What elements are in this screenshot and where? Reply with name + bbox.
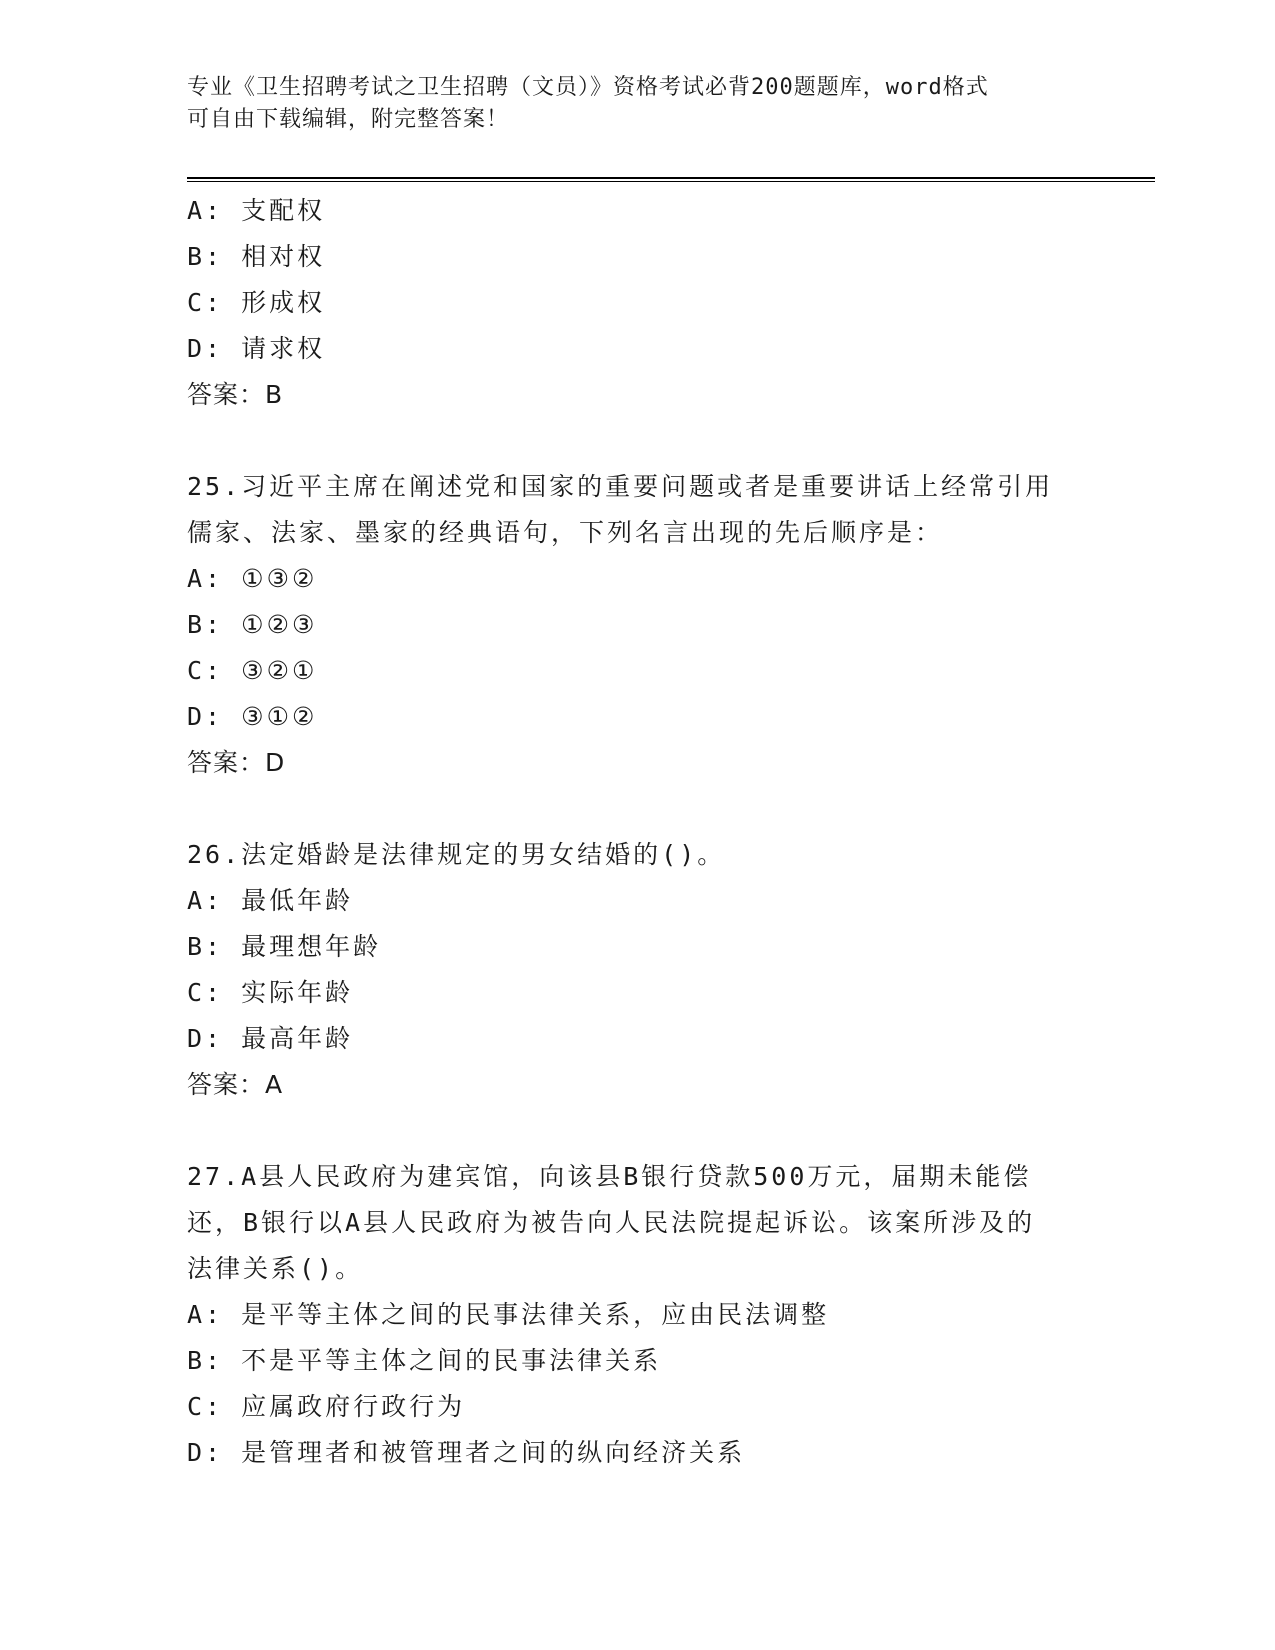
answer-line: 答案：B <box>187 380 284 409</box>
option-c: C: 实际年龄 <box>187 978 354 1007</box>
option-b: B: 最理想年龄 <box>187 932 382 961</box>
answer-line: 答案：A <box>187 1070 284 1099</box>
option-a: A: 支配权 <box>187 196 326 225</box>
question-24 <box>187 188 1087 418</box>
header-divider <box>187 177 1155 182</box>
option-b: B: 不是平等主体之间的民事法律关系 <box>187 1346 662 1375</box>
question-stem: 25.习近平主席在阐述党和国家的重要问题或者是重要讲话上经常引用 <box>187 472 1054 501</box>
question-stem: 27.A县人民政府为建宾馆，向该县B银行贷款500万元，届期未能偿 <box>187 1162 1032 1191</box>
question-list <box>187 188 1087 1476</box>
question-26 <box>187 832 1087 1108</box>
question-25 <box>187 464 1087 786</box>
header-line-1: 专业《卫生招聘考试之卫生招聘（文员）》资格考试必背200题题库，word格式 <box>187 75 989 100</box>
question-stem: 儒家、法家、墨家的经典语句，下列名言出现的先后顺序是： <box>187 518 944 547</box>
question-stem: 还，B银行以A县人民政府为被告向人民法院提起诉讼。该案所涉及的 <box>187 1208 1036 1237</box>
option-a: A: 是平等主体之间的民事法律关系，应由民法调整 <box>187 1300 830 1329</box>
question-stem: 26.法定婚龄是法律规定的男女结婚的()。 <box>187 840 726 869</box>
spacer <box>187 786 1087 832</box>
option-d: D: ③①② <box>187 702 318 731</box>
question-stem: 法律关系()。 <box>187 1254 364 1283</box>
option-d: D: 最高年龄 <box>187 1024 354 1053</box>
answer-line: 答案：D <box>187 748 286 777</box>
option-a: A: ①③② <box>187 564 318 593</box>
option-a: A: 最低年龄 <box>187 886 354 915</box>
option-b: B: 相对权 <box>187 242 326 271</box>
spacer <box>187 418 1087 464</box>
option-b: B: ①②③ <box>187 610 318 639</box>
option-d: D: 是管理者和被管理者之间的纵向经济关系 <box>187 1438 746 1467</box>
option-d: D: 请求权 <box>187 334 326 363</box>
question-27 <box>187 1154 1087 1476</box>
document-header <box>187 72 1067 136</box>
spacer <box>187 1108 1087 1154</box>
option-c: C: 应属政府行政行为 <box>187 1392 466 1421</box>
option-c: C: 形成权 <box>187 288 326 317</box>
option-c: C: ③②① <box>187 656 318 685</box>
header-line-2: 可自由下载编辑，附完整答案！ <box>187 107 510 132</box>
